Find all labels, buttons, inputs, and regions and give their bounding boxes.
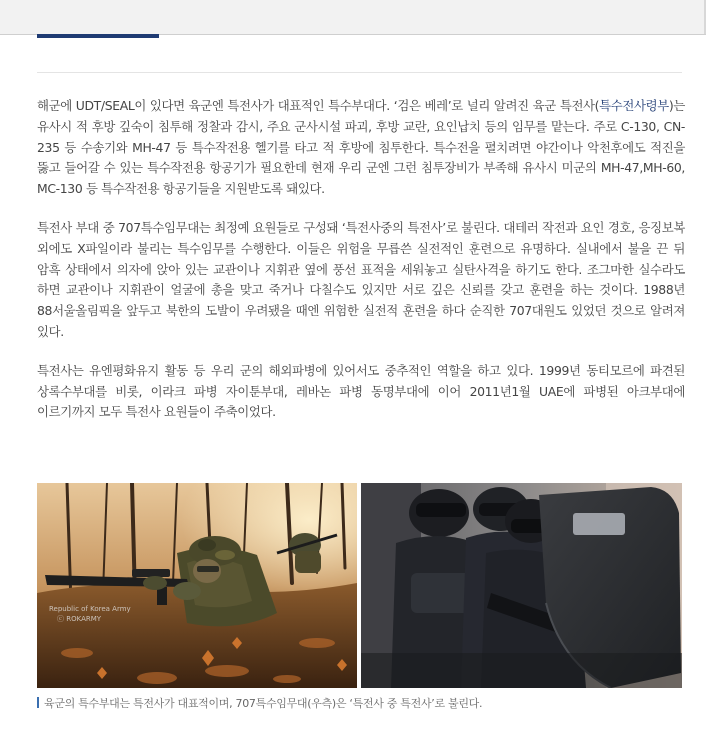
caption-accent-bar <box>37 697 39 708</box>
caption-text: 육군의 특수부대는 특전사가 대표적이며, 707특수임무대(우측)은 ‘특전사 중 특전사’로 불린다. <box>44 697 483 710</box>
photo-strip <box>37 483 682 688</box>
article-body <box>37 96 685 441</box>
special-mission-unit-photo <box>361 483 682 688</box>
paragraph-1 <box>37 96 685 200</box>
paragraph-3: 특전사는 유엔평화유지 활동 등 우리 군의 해외파병에 있어서도 중추적인 역할을 하고 있다. 1999년 동티모르에 파견된 상록수부대를 비롯, 이라크 파병 자이툰부대, 레바논 파병 동명부대에 이어 2011년1월 UAE에 파병된 아크부대에 이르기까지 모두 특전사 요원들이 주축이었다. <box>37 362 685 420</box>
special-warfare-command-link[interactable]: 특수전사령부 <box>599 98 669 113</box>
paragraph-1-end: )는 유사시 적 후방 깊숙이 침투해 정찰과 감시, 주요 군사시설 파괴, 후방 교란, 요인납치 등의 임무를 맡는다. 주로 C-130, CN-235 등 수송기와 MH-47 등 특수작전용 헬기를 타고 적 후방에 침투한다. 특수전을 펼치려면 야간이나 악천후에도 적진을 뚫고 들어갈 수 있는 특수작전용 항공기가 필요한데 현재 우리 군엔 그런 침투장비가 부족해 유사시 미군의 MH-47,MH-60, MC-130 등 특수작전용 항공기들을 지원받도록 돼있다. <box>37 98 685 197</box>
top-bar <box>0 0 706 35</box>
photo-watermark-line-1: Republic of Korea Army <box>49 605 131 613</box>
photo-watermark-line-2: ⓒ ROKARMY <box>57 615 102 623</box>
soldier-forest-photo <box>37 483 357 688</box>
accent-tab-indicator <box>37 34 159 38</box>
paragraph-2: 특전사 부대 중 707특수임무대는 최정예 요원들로 구성돼 ‘특전사중의 특전사’로 불린다. 대테러 작전과 요인 경호, 응징보복 외에도 X파일이라 불리는 특수임무를 수행한다. 이들은 위험을 무릅쓴 실전적인 훈련으로 유명하다. 실내에서 불을 끈 뒤 암흑 상태에서 의자에 앉아 있는 교관이나 지휘관 옆에 풍선 표적을 세워놓고 실탄사격을 하기도 한다. 조그마한 실수라도 하면 교관이나 지휘관이 얼굴에 총을 맞고 죽거나 다칠수도 있지만 서로 깊은 신뢰를 갖고 훈련을 하는 것이다. 1988년 88서울올림픽을 앞두고 북한의 도발이 우려됐을 때엔 위험한 실전적 훈련을 하다 순직한 707대원도 있었던 것으로 알려져 있다. <box>37 219 685 339</box>
photo-caption <box>37 696 682 712</box>
divider-line <box>37 72 682 73</box>
paragraph-1-start: 해군에 UDT/SEAL이 있다면 육군엔 특전사가 대표적인 특수부대다. ‘검은 베레’로 널리 알려진 육군 특전사( <box>37 98 600 113</box>
